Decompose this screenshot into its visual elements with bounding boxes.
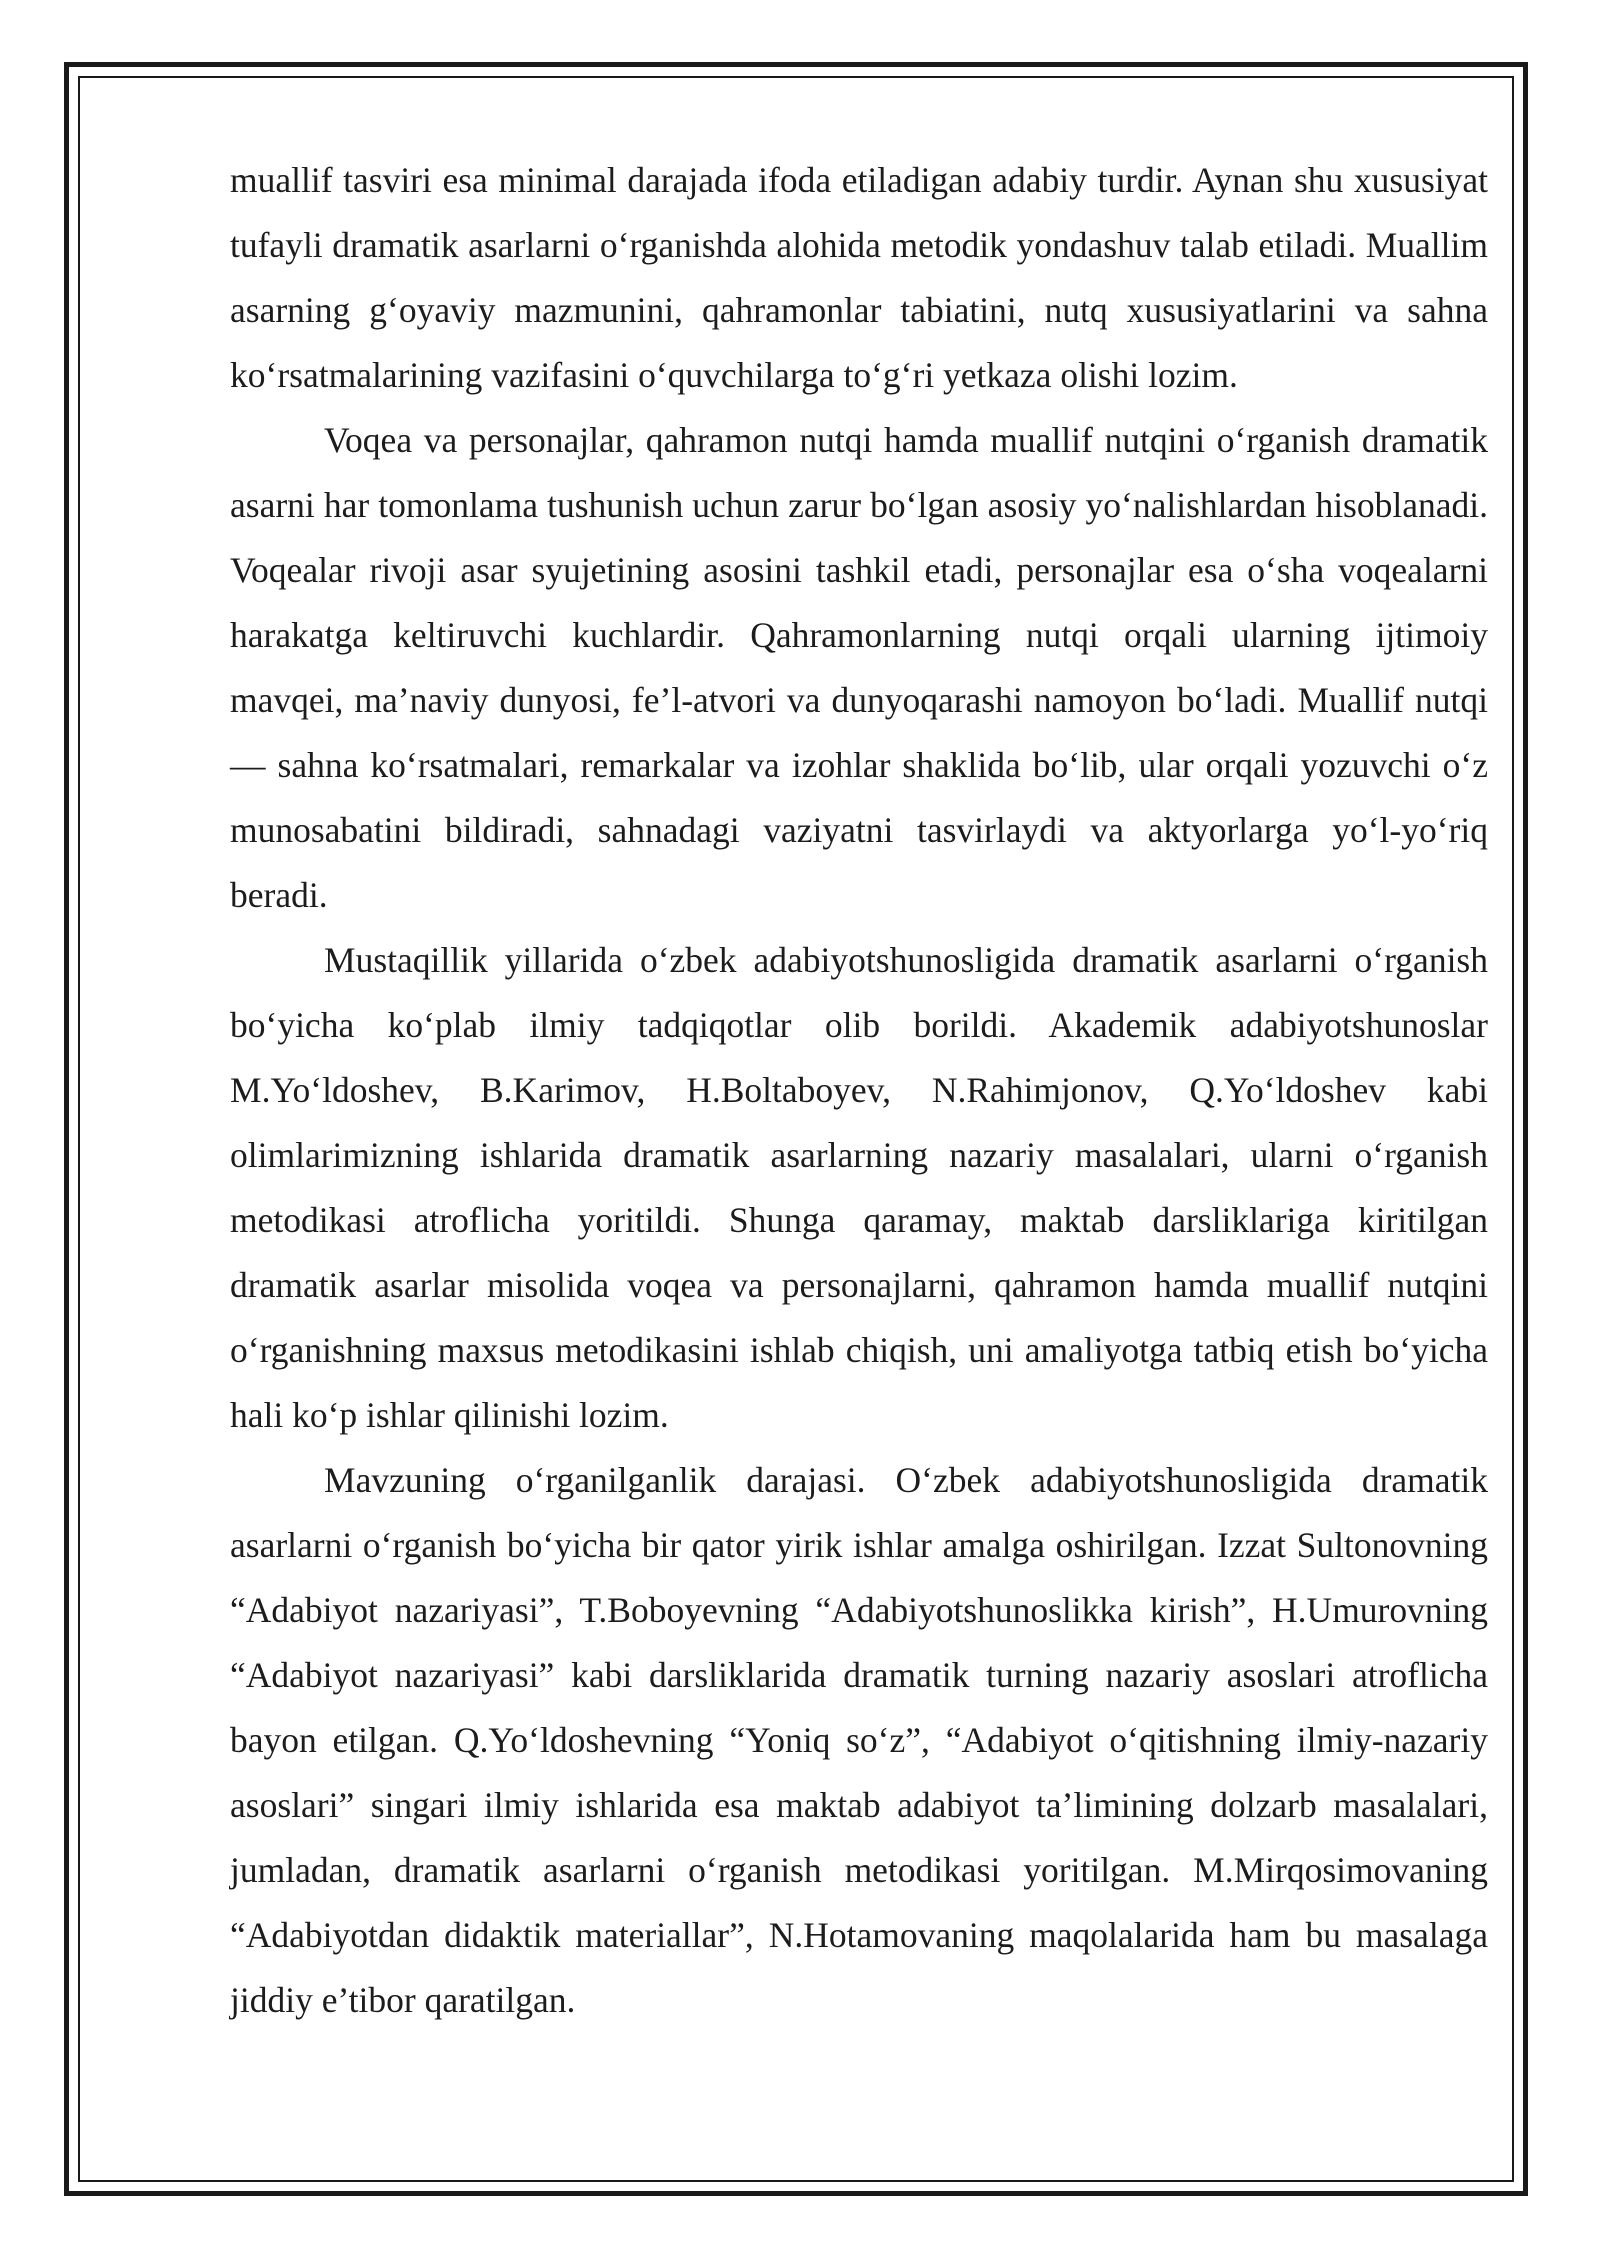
paragraph-4: Mavzuning o‘rganilganlik darajasi. O‘zbek adabiyotshunosligida dramatik asarlarni o‘rganish bo‘yicha bir qator yirik ishlar amalga oshirilgan. Izzat Sultonovning “Adabiyot nazariyasi”, T.Boboyevning “Adabiyotshunoslikka kirish”, H.Umurovning “Adabiyot nazariyasi” kabi darsliklarida dramatik turning nazariy asoslari atroflicha bayon etilgan. Q.Yo‘ldoshevning “Yoniq so‘z”, “Adabiyot o‘qitishning ilmiy-nazariy asoslari” singari ilmiy ishlarida esa maktab adabiyot ta’limining dolzarb masalalari, jumladan, dramatik asarlarni o‘rganish metodikasi yoritilgan. M.Mirqosimovaning “Adabiyotdan didaktik materiallar”, N.Hotamovaning maqolalarida ham bu masalaga jiddiy e’tibor qaratilgan. [230,1460,1488,2020]
document-body [230,148,1488,2033]
paragraph-1: muallif tasviri esa minimal darajada ifoda etiladigan adabiy turdir. Aynan shu xususiyat tufayli dramatik asarlarni o‘rganishda alohida metodik yondashuv talab etiladi. Muallim asarning g‘oyaviy mazmunini, qahramonlar tabiatini, nutq xususiyatlarini va sahna ko‘rsatmalarining vazifasini o‘quvchilarga to‘g‘ri yetkaza olishi lozim. [230,160,1488,395]
paragraph-2: Voqea va personajlar, qahramon nutqi hamda muallif nutqini o‘rganish dramatik asarni har tomonlama tushunish uchun zarur bo‘lgan asosiy yo‘nalishlardan hisoblanadi. Voqealar rivoji asar syujetining asosini tashkil etadi, personajlar esa o‘sha voqealarni harakatga keltiruvchi kuchlardir. Qahramonlarning nutqi orqali ularning ijtimoiy mavqei, ma’naviy dunyosi, fe’l-atvori va dunyoqarashi namoyon bo‘ladi. Muallif nutqi — sahna ko‘rsatmalari, remarkalar va izohlar shaklida bo‘lib, ular orqali yozuvchi o‘z munosabatini bildiradi, sahnadagi vaziyatni tasvirlaydi va aktyorlarga yo‘l-yo‘riq beradi. [230,420,1488,915]
paragraph-3: Mustaqillik yillarida o‘zbek adabiyotshunosligida dramatik asarlarni o‘rganish bo‘yicha ko‘plab ilmiy tadqiqotlar olib borildi. Akademik adabiyotshunoslar M.Yo‘ldoshev, B.Karimov, H.Boltaboyev, N.Rahimjonov, Q.Yo‘ldoshev kabi olimlarimizning ishlarida dramatik asarlarning nazariy masalalari, ularni o‘rganish metodikasi atroflicha yoritildi. Shunga qaramay, maktab darsliklariga kiritilgan dramatik asarlar misolida voqea va personajlarni, qahramon hamda muallif nutqini o‘rganishning maxsus metodikasini ishlab chiqish, uni amaliyotga tatbiq etish bo‘yicha hali ko‘p ishlar qilinishi lozim. [230,940,1488,1435]
